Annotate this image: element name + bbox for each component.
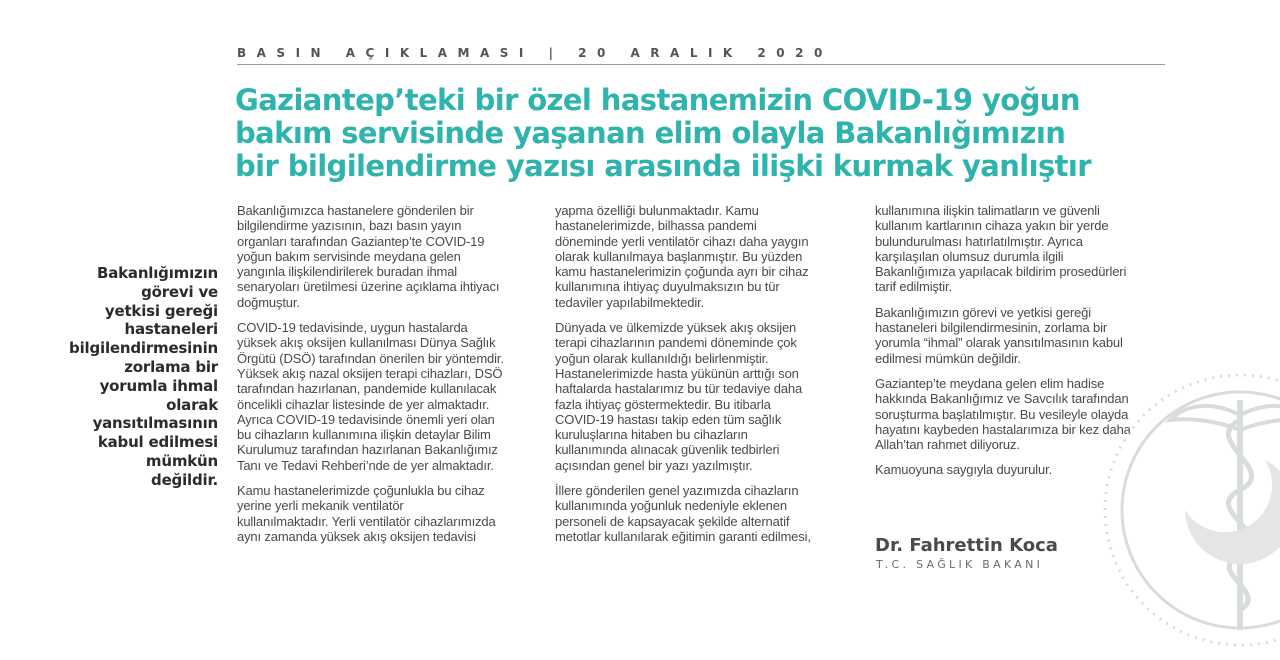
body-text-line: hastaneleri bilgilendirmesinin, zorlama bir [875, 320, 1107, 336]
body-text-line: Kamu hastanelerimizde çoğunlukla bu cihaz [237, 483, 485, 499]
body-text-line: aynı zamanda yüksek akış oksijen tedavisi [237, 528, 476, 544]
body-text-line: COVID-19 hastası takip eden tüm sağlık [555, 411, 782, 427]
body-paragraph [237, 203, 537, 310]
pull-quote-line: görevi ve [141, 282, 218, 301]
body-text-line: bulundurulması hatırlatılmıştır. Ayrıca [875, 233, 1083, 249]
body-text-line: bilgilendirme yazısının, bazı basın yayın [237, 218, 462, 234]
body-text-line: tedaviler yapılabilmektedir. [555, 294, 704, 310]
body-paragraph [875, 376, 1175, 452]
body-paragraph [875, 203, 1175, 295]
body-paragraph [237, 483, 537, 544]
body-text-line: senaryoları üretilmesi üzerine açıklama ihtiyacı [237, 279, 500, 295]
pull-quote [60, 264, 218, 490]
body-text-line: kullanımına ilişkin talimatların ve güvenli [875, 203, 1100, 218]
body-text-line: Ayrıca COVID-19 tedavisinde önemli yeri olan [237, 411, 495, 427]
body-text-line: COVID-19 tedavisinde, uygun hastalarda [237, 320, 468, 336]
pull-quote-line: yansıtılmasının [92, 414, 218, 433]
body-column-2 [555, 203, 855, 544]
pull-quote-line: Bakanlığımızın [96, 264, 218, 282]
body-text-line: Allah’tan rahmet diliyoruz. [875, 437, 1020, 453]
body-text-line: kamu hastanelerimizin çoğunda ayrı bir cihaz [555, 264, 809, 280]
body-text-line: hastanelerimizde, bilhassa pandemi [555, 218, 757, 234]
body-text-line: metotlar kullanılarak eğitimin garanti edilmesi, [555, 528, 811, 544]
body-text-line: hakkında Bakanlığımız ve Savcılık tarafından [875, 391, 1129, 407]
pull-quote-line: zorlama bir [124, 357, 218, 376]
pull-quote-line: olarak [166, 395, 218, 414]
pull-quote-line: hastaneleri [124, 320, 218, 339]
body-text-line: haftalarda hastalarımız bu tür tedaviye daha [555, 381, 803, 397]
body-text-line: personeli de kapsayacak şekilde alternatif [555, 513, 790, 529]
pull-quote-line: yorumla ihmal [99, 376, 218, 395]
body-text-line: Hastanelerimizde hasta yükünün arttığı son [555, 365, 799, 381]
body-text-line: döneminde yerli ventilatör cihazı daha yaygın [555, 233, 809, 249]
body-text-line: Örgütü (DSÖ) tarafından önerilen bir yöntemdir. [237, 350, 504, 366]
header-divider [237, 64, 1165, 65]
body-text-line: yapma özelliği bulunmaktadır. Kamu [555, 203, 759, 218]
body-text-line: Tanı ve Tedavi Rehberi’nde de yer almaktadır. [237, 457, 494, 473]
body-text-line: açısından genel bir yazı yazılmıştır. [555, 457, 753, 473]
paragraph-gap [875, 452, 1175, 462]
headline-line: bakım servisinde yaşanan elim olayla Bakanlığımızın [235, 116, 1066, 150]
body-text-line: Kurulumuz tarafından hazırlanan Bakanlığımız [237, 442, 498, 458]
body-paragraph [555, 483, 855, 544]
body-text-line: İllere gönderilen genel yazımızda cihazların [555, 483, 799, 499]
paragraph-gap [875, 366, 1175, 376]
body-text-line: tarafından hazırlanan, pandemide kullanılacak [237, 381, 497, 397]
body-text-line: kullanılmaktadır. Yerli ventilatör cihazlarımızda [237, 513, 496, 529]
press-release-header: BASIN AÇIKLAMASI | 20 ARALIK 2020 [237, 46, 833, 60]
body-paragraph [555, 320, 855, 473]
signature-name: Dr. Fahrettin Koca [875, 535, 1058, 556]
body-column-1 [237, 203, 537, 544]
body-paragraph [875, 305, 1175, 366]
body-paragraph [237, 320, 537, 473]
headline [235, 84, 1195, 183]
pull-quote-line: kabul edilmesi [97, 433, 218, 452]
body-text-line: bu cihazların kullanımına ilişkin detaylar Bilim [237, 427, 491, 443]
body-text-line: edilmesi mümkün değildir. [875, 350, 1021, 366]
body-text-line: yerine yerli mekanik ventilatör [237, 498, 404, 514]
headline-line: bir bilgilendirme yazısı arasında ilişki kurmak yanlıştır [235, 149, 1091, 183]
body-text-line: hayatını kaybeden hastalarımıza bir kez daha [875, 421, 1131, 437]
paragraph-gap [555, 310, 855, 320]
body-paragraph [875, 462, 1175, 477]
body-text-line: olarak kullanılmaya başlanmıştır. Bu yüzden [555, 248, 803, 264]
body-text-line: Bakanlığımızın görevi ve yetkisi gereği [875, 304, 1091, 320]
body-text-line: yorumla “ihmal” olarak yansıtılmasının kabul [875, 335, 1123, 351]
headline-line: Gaziantep’teki bir özel hastanemizin COVID-19 yoğun [235, 83, 1080, 117]
signature-title: T.C. SAĞLIK BAKANI [876, 558, 1044, 571]
body-text-line: kullanımında alınacak güvenlik tedbirleri [555, 442, 780, 458]
body-column-3 [875, 203, 1175, 478]
body-text-line: Gaziantep’te meydana gelen elim hadise [875, 375, 1105, 391]
paragraph-gap [555, 473, 855, 483]
pull-quote-line: yetkisi gereği [104, 301, 218, 320]
paragraph-gap [237, 473, 537, 483]
body-text-line: karşılaşılan olumsuz durumla ilgili [875, 248, 1064, 264]
body-text-line: Bakanlığımızca hastanelere gönderilen bir [237, 203, 474, 218]
pull-quote-line: mümkün [145, 451, 218, 470]
body-text-line: yüksek akış oksijen kullanılması Dünya Sağlık [237, 335, 496, 351]
body-text-line: fazla ihtiyaç göstermektedir. Bu itibarla [555, 396, 771, 412]
body-text-line: Kamuoyuna saygıyla duyurulur. [875, 462, 1053, 478]
body-text-line: öncelikli cihazlar listesinde de yer almaktadır. [237, 396, 490, 412]
body-text-line: kullanımında yoğunluk nedeniyle eklenen [555, 498, 787, 514]
body-text-line: yoğun bakım servisinde meydana gelen [237, 248, 461, 264]
body-text-line: tarif edilmiştir. [875, 279, 952, 295]
body-text-line: kuruluşlarına hitaben bu cihazların [555, 427, 748, 443]
body-text-line: doğmuştur. [237, 294, 300, 310]
body-text-line: Bakanlığımıza yapılacak bildirim prosedürleri [875, 264, 1127, 280]
body-text-line: Yüksek akış nazal oksijen terapi cihazları, DSÖ [237, 365, 503, 381]
paragraph-gap [875, 295, 1175, 305]
body-text-line: soruşturma başlatılmıştır. Bu vesileyle olayda [875, 406, 1129, 422]
paragraph-gap [237, 310, 537, 320]
pull-quote-line: bilgilendirmesinin [69, 339, 218, 358]
body-paragraph [555, 203, 855, 310]
body-text-line: organları tarafından Gaziantep’te COVID-19 [237, 233, 485, 249]
body-text-line: kullanımına ihtiyaç duyulmaksızın bu tür [555, 279, 780, 295]
body-text-line: yangınla ilişkilendirilerek buradan ihmal [237, 264, 458, 280]
body-text-line: kullanım kartlarının cihaza yakın bir yerde [875, 218, 1109, 234]
pull-quote-line: değildir. [151, 470, 218, 489]
body-text-line: terapi cihazlarının pandemi döneminde çok [555, 335, 797, 351]
body-text-line: yoğun olarak kullanıldığı belirlenmiştir. [555, 350, 769, 366]
body-text-line: Dünyada ve ülkemizde yüksek akış oksijen [555, 320, 797, 336]
